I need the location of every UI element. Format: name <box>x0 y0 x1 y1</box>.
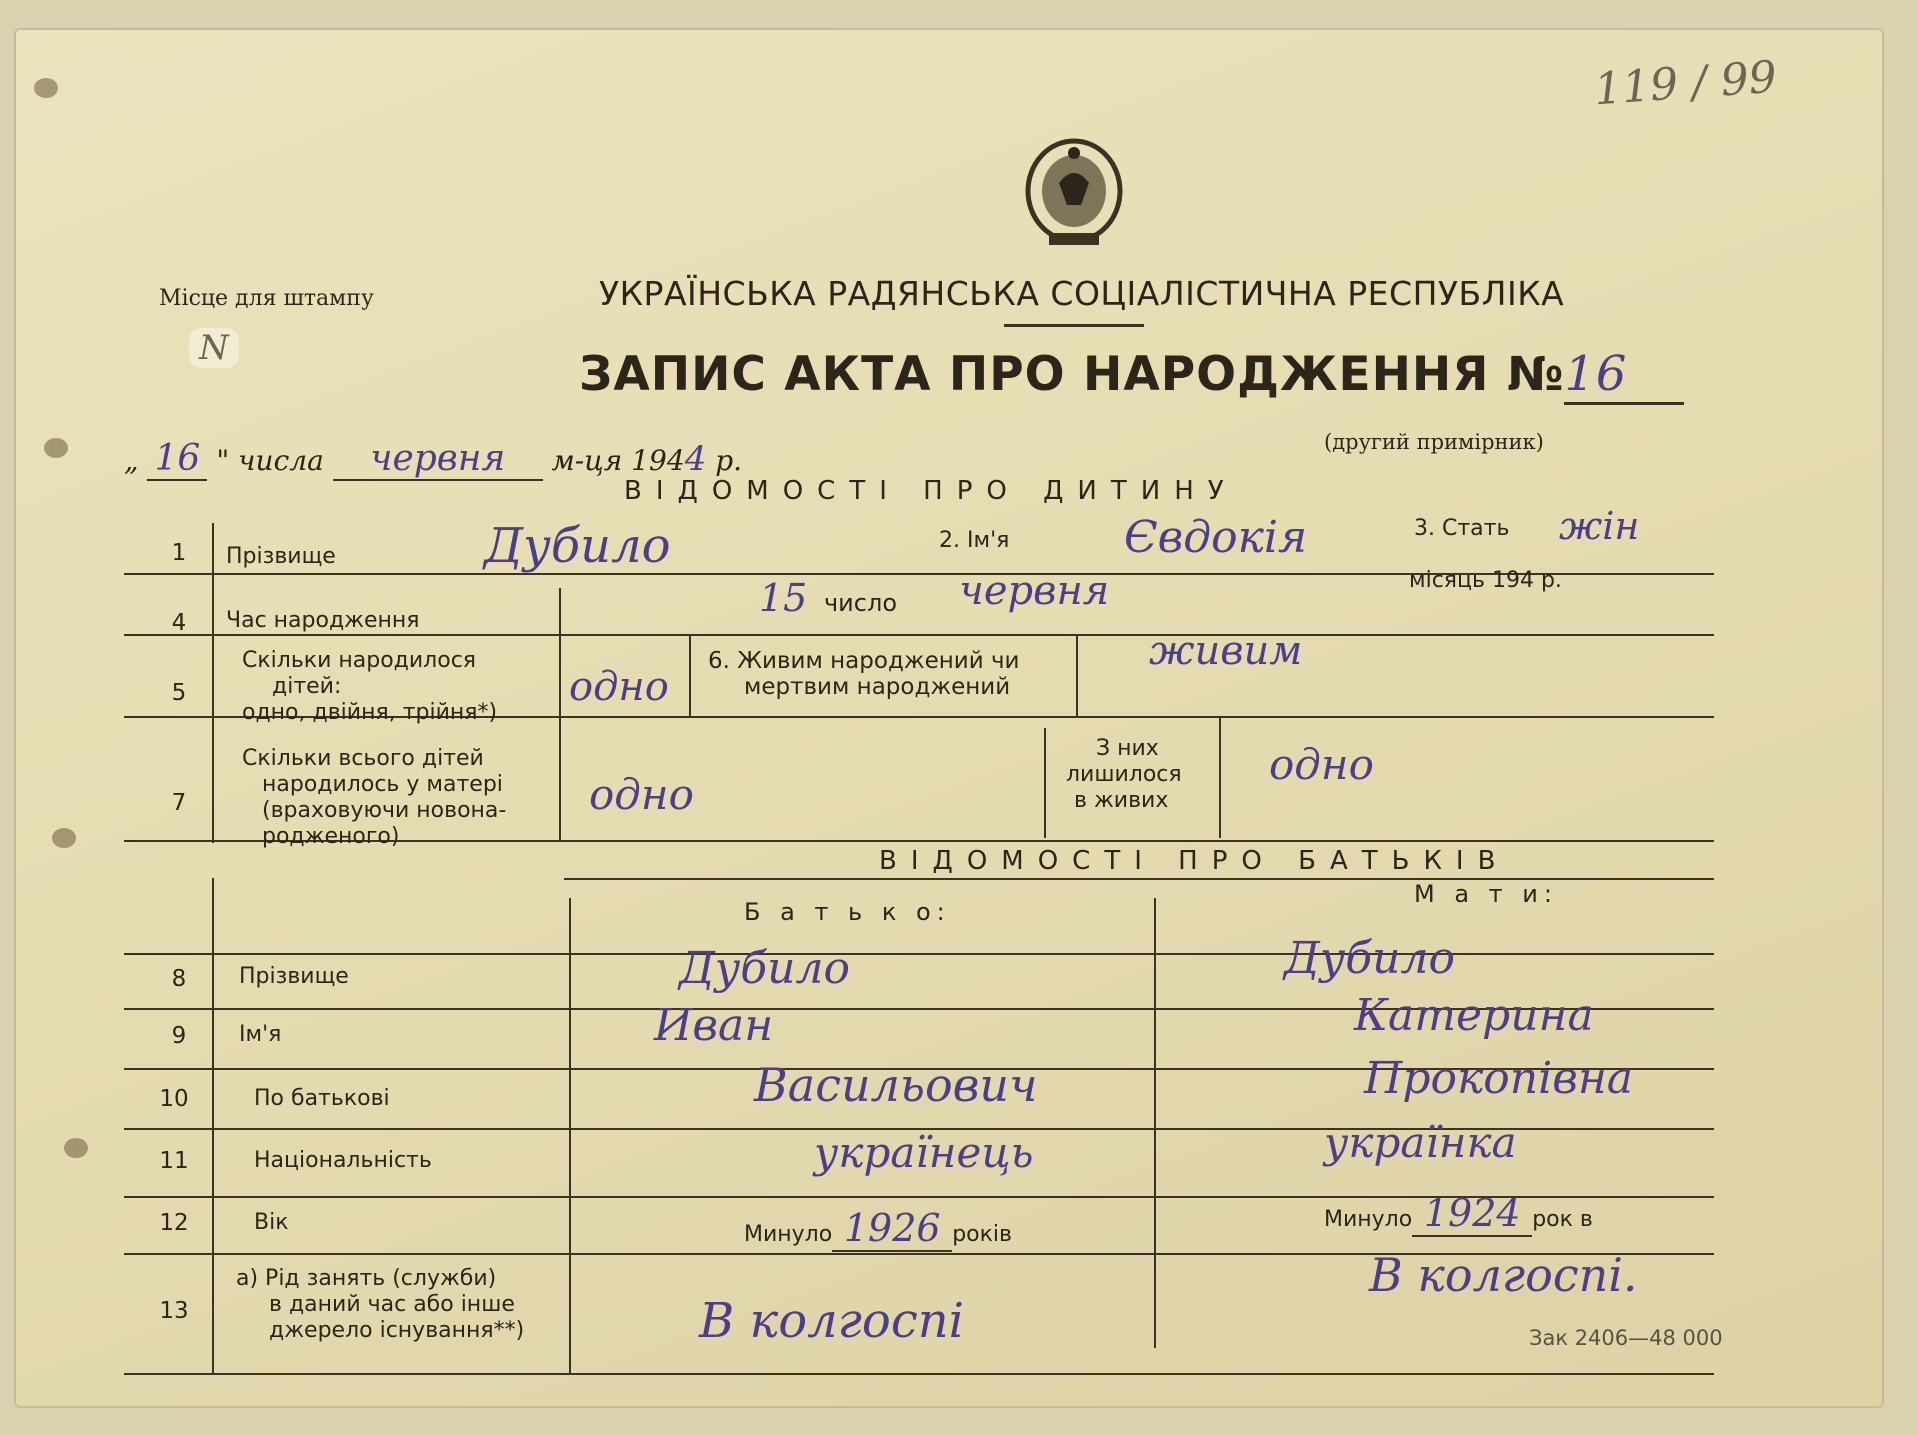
father-age <box>744 1206 1012 1252</box>
row-number: 9 <box>171 1023 187 1049</box>
row-number: 7 <box>171 790 187 816</box>
survived-value: одно <box>1269 740 1374 789</box>
row-number: 1 <box>171 540 187 566</box>
date-quote-open: „ <box>124 444 139 477</box>
date-month-label: м-ця 194 <box>551 444 685 477</box>
total-children-label-2: народилось у матері <box>262 772 503 797</box>
date-line <box>124 438 742 481</box>
father-nationality-value: українець <box>814 1128 1034 1177</box>
punch-hole <box>64 1138 88 1158</box>
mother-occupation-value: В колгоспі. <box>1369 1248 1638 1302</box>
survived-label-1: З них <box>1096 736 1159 761</box>
punch-hole <box>34 78 58 98</box>
father-age-suffix: років <box>952 1222 1013 1247</box>
record-title <box>579 346 1684 405</box>
row-number: 11 <box>159 1148 189 1174</box>
stamp-mark: N <box>189 328 239 368</box>
patronymic-label: По батькові <box>254 1086 390 1111</box>
birth-day-label: число <box>824 589 897 617</box>
surname-label: Прізвище <box>226 544 336 569</box>
mother-age-prefix: Минуло <box>1324 1207 1413 1232</box>
title-divider <box>1004 324 1144 327</box>
birth-month-value: червня <box>959 568 1110 614</box>
row-number: 10 <box>159 1086 189 1112</box>
total-children-label-4: родженого) <box>262 824 400 849</box>
date-day-label: числа <box>238 444 324 477</box>
corner-note: 119 / 99 <box>1592 51 1779 116</box>
total-children-value: одно <box>589 770 694 819</box>
date-month: червня <box>333 438 543 481</box>
father-surname-value: Дубило <box>679 943 850 994</box>
children-born-label-2: дітей: <box>272 674 342 699</box>
birth-day-value: 15 <box>759 576 808 620</box>
copy-note: (другий примірник) <box>1324 430 1544 454</box>
date-day: 16 <box>147 438 207 481</box>
punch-hole <box>44 438 68 458</box>
occupation-label-3: джерело існування**) <box>269 1318 525 1343</box>
mother-nationality-value: українка <box>1324 1118 1517 1167</box>
parent-surname-label: Прізвище <box>239 964 349 989</box>
sex-label: 3. Стать <box>1414 516 1510 541</box>
date-year-digit: 4 <box>684 439 707 479</box>
row-number: 8 <box>171 966 187 992</box>
mother-patronymic-value: Прокопівна <box>1364 1053 1634 1104</box>
mother-age-suffix: рок в <box>1532 1207 1593 1232</box>
parents-section-title: ВІДОМОСТІ ПРО БАТЬКІВ <box>879 846 1510 876</box>
row-number: 12 <box>159 1210 189 1236</box>
document-sheet <box>14 28 1884 1408</box>
children-born-label-1: Скільки народилося <box>242 648 477 673</box>
nationality-label: Національність <box>254 1148 432 1173</box>
name-label: 2. Ім'я <box>939 528 1010 553</box>
parent-name-label: Ім'я <box>239 1022 282 1047</box>
alive-born-label-2: мертвим народжений <box>744 674 1011 700</box>
date-year-suffix: р. <box>715 444 743 477</box>
father-name-value: Иван <box>654 1000 774 1051</box>
father-header: Б а т ь к о: <box>744 898 951 926</box>
birth-time-label: Час народження <box>226 608 420 633</box>
occupation-label-1: а) Рід занять (служби) <box>236 1266 497 1291</box>
father-occupation-value: В колгоспі <box>699 1293 964 1349</box>
occupation-label-2: в даний час або інше <box>269 1292 515 1317</box>
row-number: 13 <box>159 1298 189 1324</box>
child-name-value: Євдокія <box>1124 512 1308 563</box>
republic-title: УКРАЇНСЬКА РАДЯНСЬКА СОЦІАЛІСТИЧНА РЕСПУБЛІКА <box>599 274 1565 313</box>
father-age-value: 1926 <box>832 1206 952 1252</box>
alive-born-value: живим <box>1149 628 1303 674</box>
stamp-place-label: Місце для штампу <box>159 286 374 311</box>
total-children-label-1: Скільки всього дітей <box>242 746 484 771</box>
children-born-value: одно <box>569 664 669 710</box>
child-surname-value: Дубило <box>484 518 671 574</box>
punch-hole <box>52 828 76 848</box>
mother-name-value: Катерина <box>1354 990 1594 1041</box>
age-label: Вік <box>254 1210 289 1235</box>
child-section-title: ВІДОМОСТІ ПРО ДИТИНУ <box>624 476 1238 506</box>
alive-born-label-1: 6. Живим народжений чи <box>708 648 1020 674</box>
mother-surname-value: Дубило <box>1284 933 1455 984</box>
date-quote-close: " <box>216 444 230 477</box>
row-number: 4 <box>171 610 187 636</box>
mother-age <box>1324 1191 1593 1237</box>
survived-label-3: в живих <box>1074 788 1169 813</box>
record-number: 16 <box>1564 346 1684 405</box>
total-children-label-3: (враховуючи новона- <box>262 798 507 823</box>
print-order-note: Зак 2406—48 000 <box>1529 1326 1723 1350</box>
children-born-label-3: одно, двійня, трійня*) <box>242 700 498 725</box>
birth-month-label: місяць 194 р. <box>1409 568 1562 593</box>
row-number: 5 <box>171 680 187 706</box>
mother-header: М а т и: <box>1414 880 1558 908</box>
child-sex-value: жін <box>1559 504 1640 548</box>
father-patronymic-value: Васильович <box>754 1058 1038 1112</box>
father-age-prefix: Минуло <box>744 1222 833 1247</box>
coat-of-arms-icon <box>1019 133 1129 253</box>
survived-label-2: лишилося <box>1066 762 1182 787</box>
mother-age-value: 1924 <box>1412 1191 1532 1237</box>
record-title-text: ЗАПИС АКТА ПРО НАРОДЖЕННЯ № <box>579 347 1565 402</box>
